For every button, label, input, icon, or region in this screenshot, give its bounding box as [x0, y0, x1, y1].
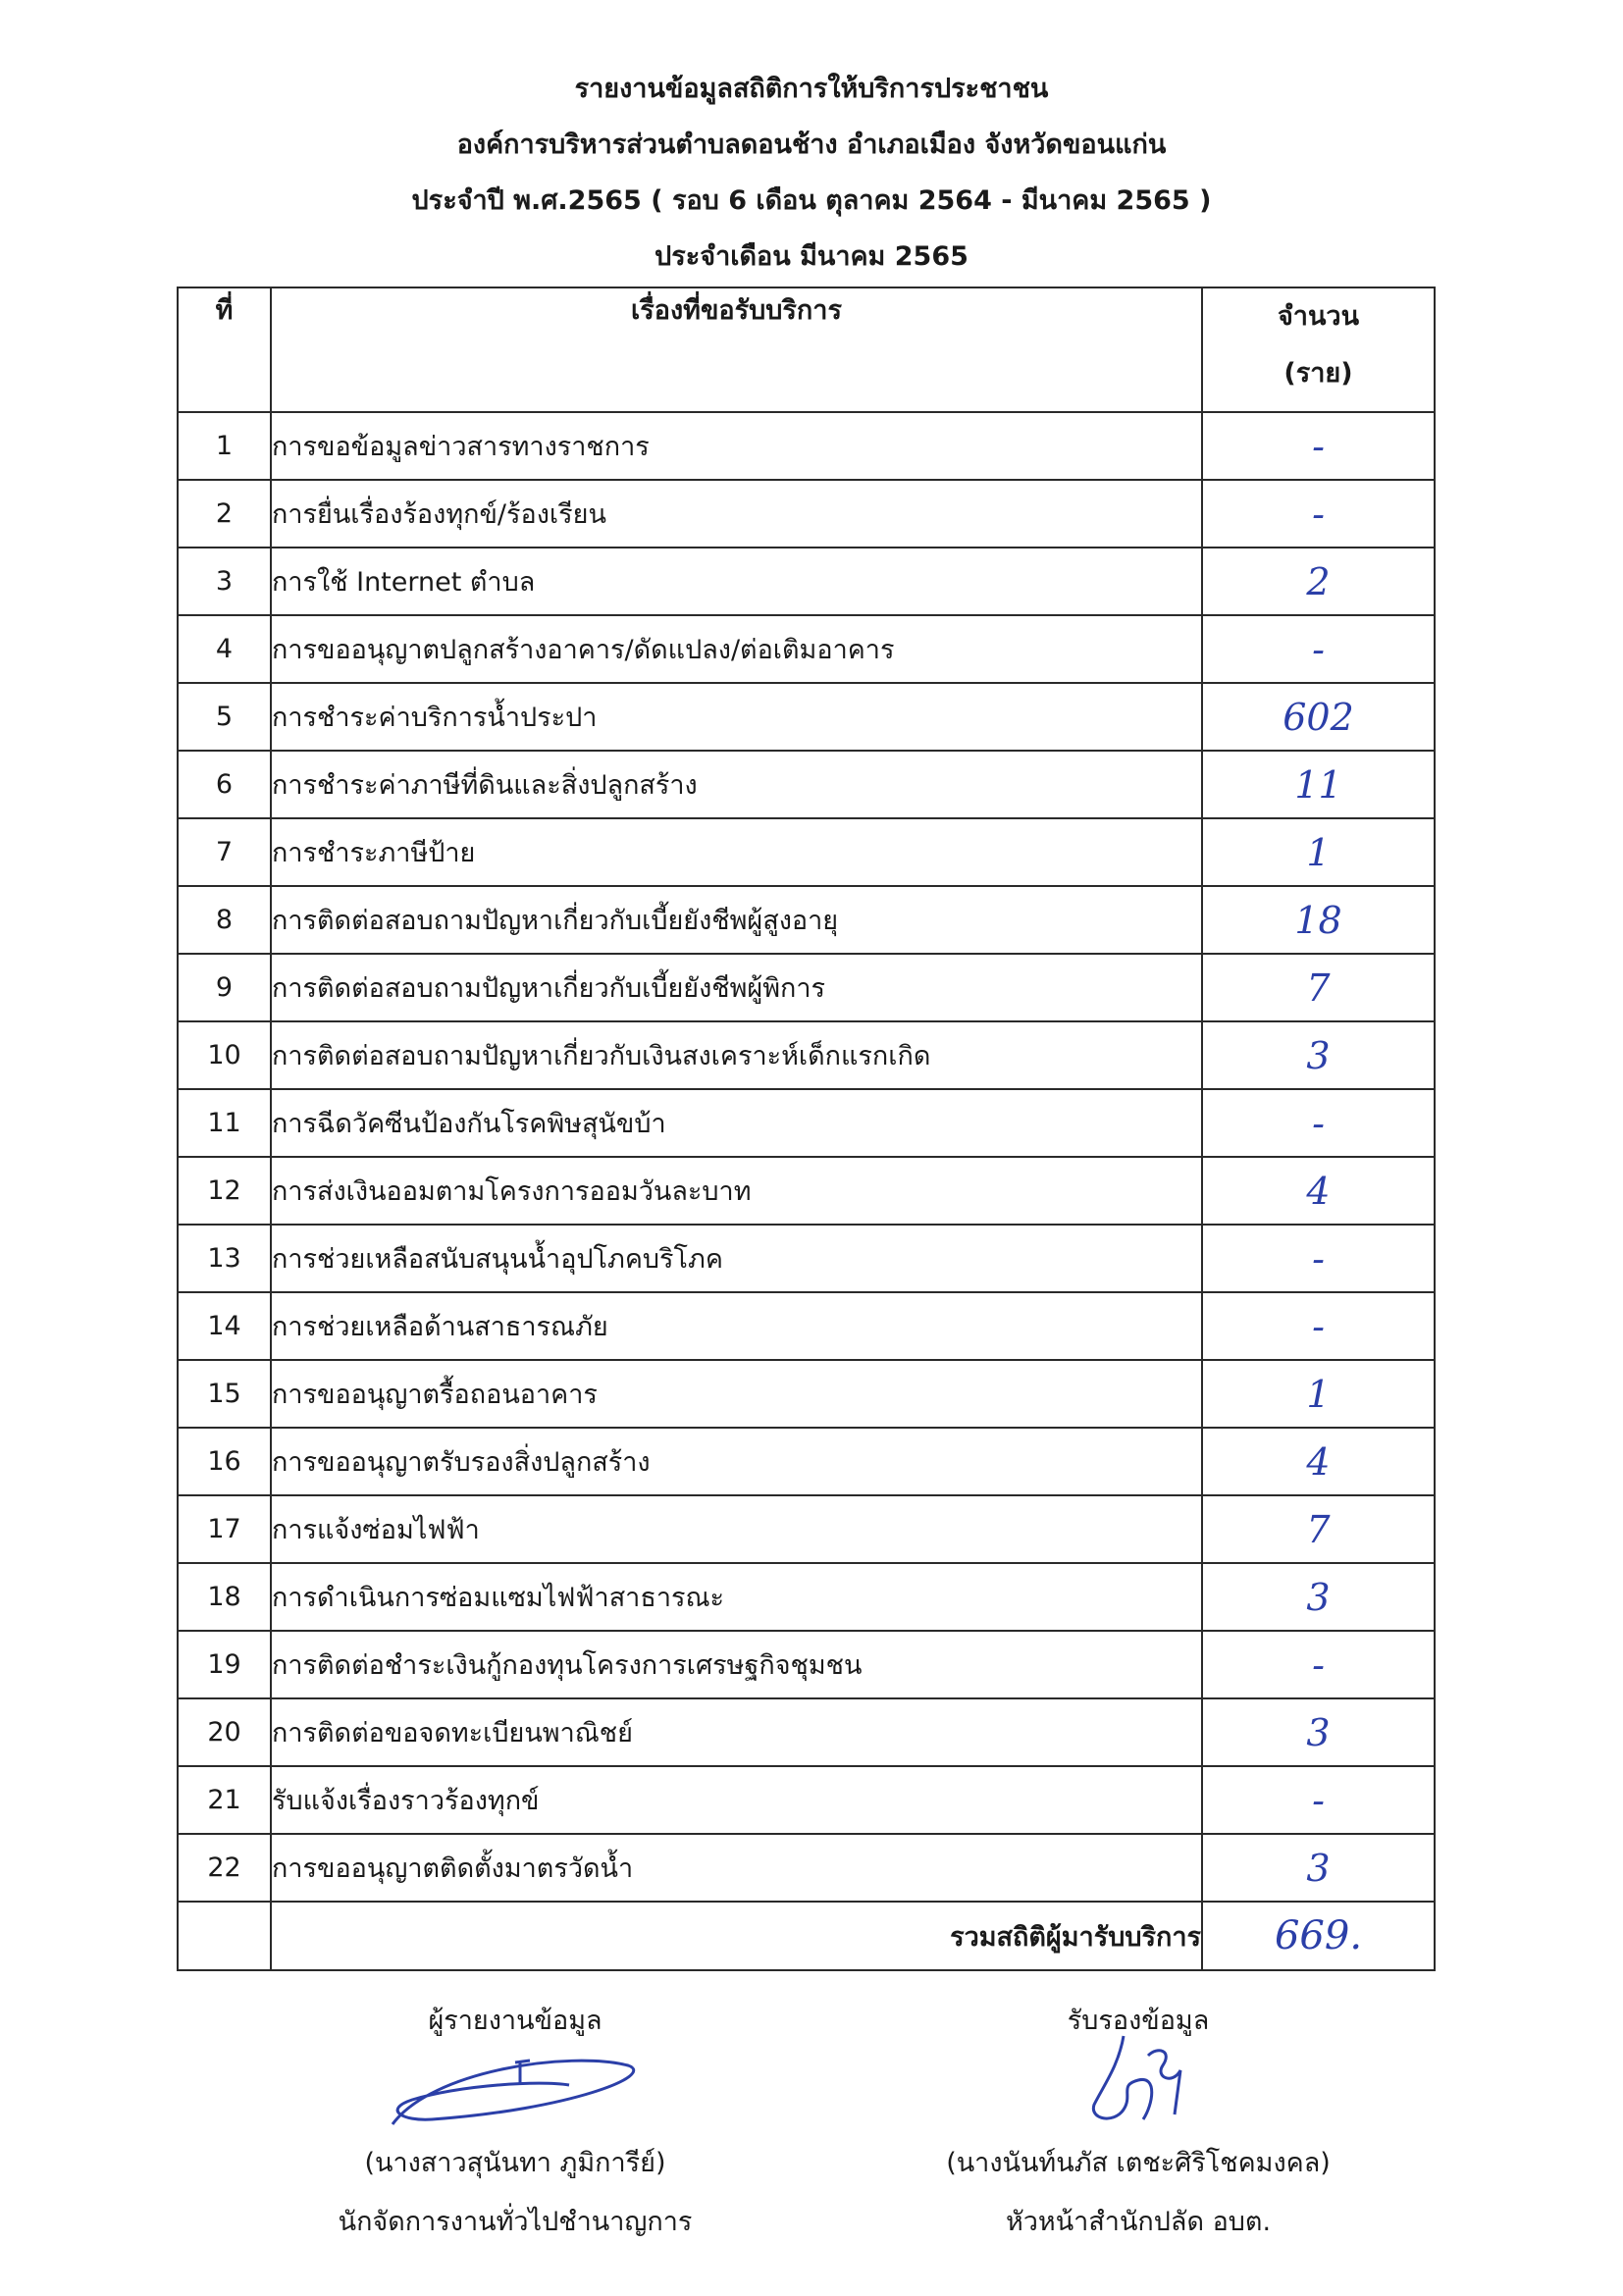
row-number: 3 — [178, 548, 271, 615]
table-row — [178, 1495, 1435, 1563]
row-service: การชำระค่าภาษีที่ดินและสิ่งปลูกสร้าง — [271, 751, 1202, 818]
reporter-label: ผู้รายงานข้อมูล — [428, 2006, 602, 2036]
row-number: 12 — [178, 1157, 271, 1225]
row-service: การใช้ Internet ตำบล — [271, 548, 1202, 615]
reporter-name: (นางสาวสุนันทา ภูมิการีย์) — [364, 2148, 666, 2178]
table-row — [178, 1292, 1435, 1360]
report-month: ประจำเดือน มีนาคม 2565 — [654, 241, 969, 272]
table-row — [178, 1089, 1435, 1157]
row-count: 3 — [1202, 1021, 1435, 1089]
row-number: 14 — [178, 1292, 271, 1360]
header-no: ที่ — [178, 287, 271, 412]
certifier-signature-icon — [1065, 2026, 1202, 2134]
table-row — [178, 1021, 1435, 1089]
row-service: การขอข้อมูลข่าวสารทางราชการ — [271, 412, 1202, 480]
row-service: การติดต่อขอจดทะเบียนพาณิชย์ — [271, 1698, 1202, 1766]
certifier-label: รับรองข้อมูล — [1067, 2006, 1210, 2036]
row-service: การติดต่อสอบถามปัญหาเกี่ยวกับเบี้ยยังชีพผู้สูงอายุ — [271, 886, 1202, 954]
certifier-signature — [864, 2051, 1413, 2134]
row-count: 7 — [1202, 954, 1435, 1021]
total-empty-cell — [178, 1902, 271, 1970]
row-number: 11 — [178, 1089, 271, 1157]
row-number: 6 — [178, 751, 271, 818]
report-header — [0, 61, 1623, 285]
row-service: การดำเนินการซ่อมแซมไฟฟ้าสาธารณะ — [271, 1563, 1202, 1631]
row-number: 19 — [178, 1631, 271, 1698]
row-service: การชำระภาษีป้าย — [271, 818, 1202, 886]
row-count: 4 — [1202, 1428, 1435, 1495]
row-service: การส่งเงินออมตามโครงการออมวันละบาท — [271, 1157, 1202, 1225]
table-row — [178, 615, 1435, 683]
row-count: 4 — [1202, 1157, 1435, 1225]
table-row — [178, 818, 1435, 886]
row-service: การแจ้งซ่อมไฟฟ้า — [271, 1495, 1202, 1563]
table-row — [178, 1766, 1435, 1834]
row-count: 602 — [1202, 683, 1435, 751]
total-value: 669. — [1202, 1902, 1435, 1970]
row-service: การช่วยเหลือสนับสนุนน้ำอุปโภคบริโภค — [271, 1225, 1202, 1292]
reporter-signature-icon — [373, 2041, 667, 2139]
row-service: การชำระค่าบริการน้ำประปา — [271, 683, 1202, 751]
header-service: เรื่องที่ขอรับบริการ — [271, 287, 1202, 412]
row-count: - — [1202, 480, 1435, 548]
row-count: - — [1202, 1292, 1435, 1360]
table-row — [178, 1631, 1435, 1698]
table-row — [178, 1225, 1435, 1292]
row-count: 1 — [1202, 1360, 1435, 1428]
certifier-name: (นางนันท์นภัส เตชะศิริโชคมงคล) — [946, 2148, 1331, 2178]
row-count: - — [1202, 615, 1435, 683]
row-count: 11 — [1202, 751, 1435, 818]
row-number: 15 — [178, 1360, 271, 1428]
row-count: - — [1202, 1225, 1435, 1292]
table-row — [178, 1698, 1435, 1766]
reporter-signature — [294, 2051, 736, 2134]
row-number: 13 — [178, 1225, 271, 1292]
row-count: - — [1202, 1766, 1435, 1834]
row-number: 16 — [178, 1428, 271, 1495]
table-row — [178, 1563, 1435, 1631]
table-row — [178, 1157, 1435, 1225]
table-header-row — [178, 287, 1435, 412]
row-number: 10 — [178, 1021, 271, 1089]
row-number: 5 — [178, 683, 271, 751]
row-number: 21 — [178, 1766, 271, 1834]
row-count: - — [1202, 1089, 1435, 1157]
row-number: 4 — [178, 615, 271, 683]
row-service: การช่วยเหลือด้านสาธารณภัย — [271, 1292, 1202, 1360]
row-service: การขออนุญาตรื้อถอนอาคาร — [271, 1360, 1202, 1428]
report-title: รายงานข้อมูลสถิติการให้บริการประชาชน — [574, 74, 1049, 104]
table-row — [178, 480, 1435, 548]
table-row — [178, 954, 1435, 1021]
row-service: การขออนุญาตปลูกสร้างอาคาร/ดัดแปลง/ต่อเติมอาคาร — [271, 615, 1202, 683]
table-row — [178, 1360, 1435, 1428]
reporter-position: นักจัดการงานทั่วไปชำนาญการ — [338, 2207, 693, 2237]
row-count: 2 — [1202, 548, 1435, 615]
row-service: การยื่นเรื่องร้องทุกข์/ร้องเรียน — [271, 480, 1202, 548]
row-number: 1 — [178, 412, 271, 480]
row-count: - — [1202, 412, 1435, 480]
row-count: 3 — [1202, 1563, 1435, 1631]
row-number: 2 — [178, 480, 271, 548]
row-number: 22 — [178, 1834, 271, 1902]
table-row — [178, 751, 1435, 818]
row-number: 17 — [178, 1495, 271, 1563]
row-service: การติดต่อสอบถามปัญหาเกี่ยวกับเบี้ยยังชีพผู้พิการ — [271, 954, 1202, 1021]
row-count: - — [1202, 1631, 1435, 1698]
header-count-unit: (ราย) — [1283, 358, 1353, 389]
service-statistics-table — [177, 287, 1436, 1971]
total-label: รวมสถิติผู้มารับบริการ — [271, 1902, 1202, 1970]
table-row — [178, 886, 1435, 954]
row-service: รับแจ้งเรื่องราวร้องทุกข์ — [271, 1766, 1202, 1834]
row-number: 7 — [178, 818, 271, 886]
row-service: การฉีดวัคซีนป้องกันโรคพิษสุนัขบ้า — [271, 1089, 1202, 1157]
table-row — [178, 1428, 1435, 1495]
row-count: 7 — [1202, 1495, 1435, 1563]
certifier-signature-block — [864, 1992, 1413, 2252]
table-row — [178, 412, 1435, 480]
table-row — [178, 683, 1435, 751]
row-service: การติดต่อสอบถามปัญหาเกี่ยวกับเงินสงเคราะห์เด็กแรกเกิด — [271, 1021, 1202, 1089]
header-count — [1202, 287, 1435, 412]
table-row — [178, 1834, 1435, 1902]
row-number: 18 — [178, 1563, 271, 1631]
organization-name: องค์การบริหารส่วนตำบลดอนช้าง อำเภอเมือง จังหวัดขอนแก่น — [456, 130, 1167, 160]
row-service: การขออนุญาตติดตั้งมาตรวัดน้ำ — [271, 1834, 1202, 1902]
certifier-position: หัวหน้าสำนักปลัด อบต. — [1005, 2207, 1272, 2237]
fiscal-period: ประจำปี พ.ศ.2565 ( รอบ 6 เดือน ตุลาคม 2564 - มีนาคม 2565 ) — [411, 185, 1212, 216]
row-service: การขออนุญาตรับรองสิ่งปลูกสร้าง — [271, 1428, 1202, 1495]
row-count: 3 — [1202, 1698, 1435, 1766]
total-row — [178, 1902, 1435, 1970]
row-number: 9 — [178, 954, 271, 1021]
row-service: การติดต่อชำระเงินกู้กองทุนโครงการเศรษฐกิจชุมชน — [271, 1631, 1202, 1698]
header-count-label: จำนวน — [1277, 301, 1360, 332]
row-count: 18 — [1202, 886, 1435, 954]
row-count: 3 — [1202, 1834, 1435, 1902]
table-row — [178, 548, 1435, 615]
row-count: 1 — [1202, 818, 1435, 886]
row-number: 20 — [178, 1698, 271, 1766]
reporter-signature-block — [294, 1992, 736, 2252]
row-number: 8 — [178, 886, 271, 954]
